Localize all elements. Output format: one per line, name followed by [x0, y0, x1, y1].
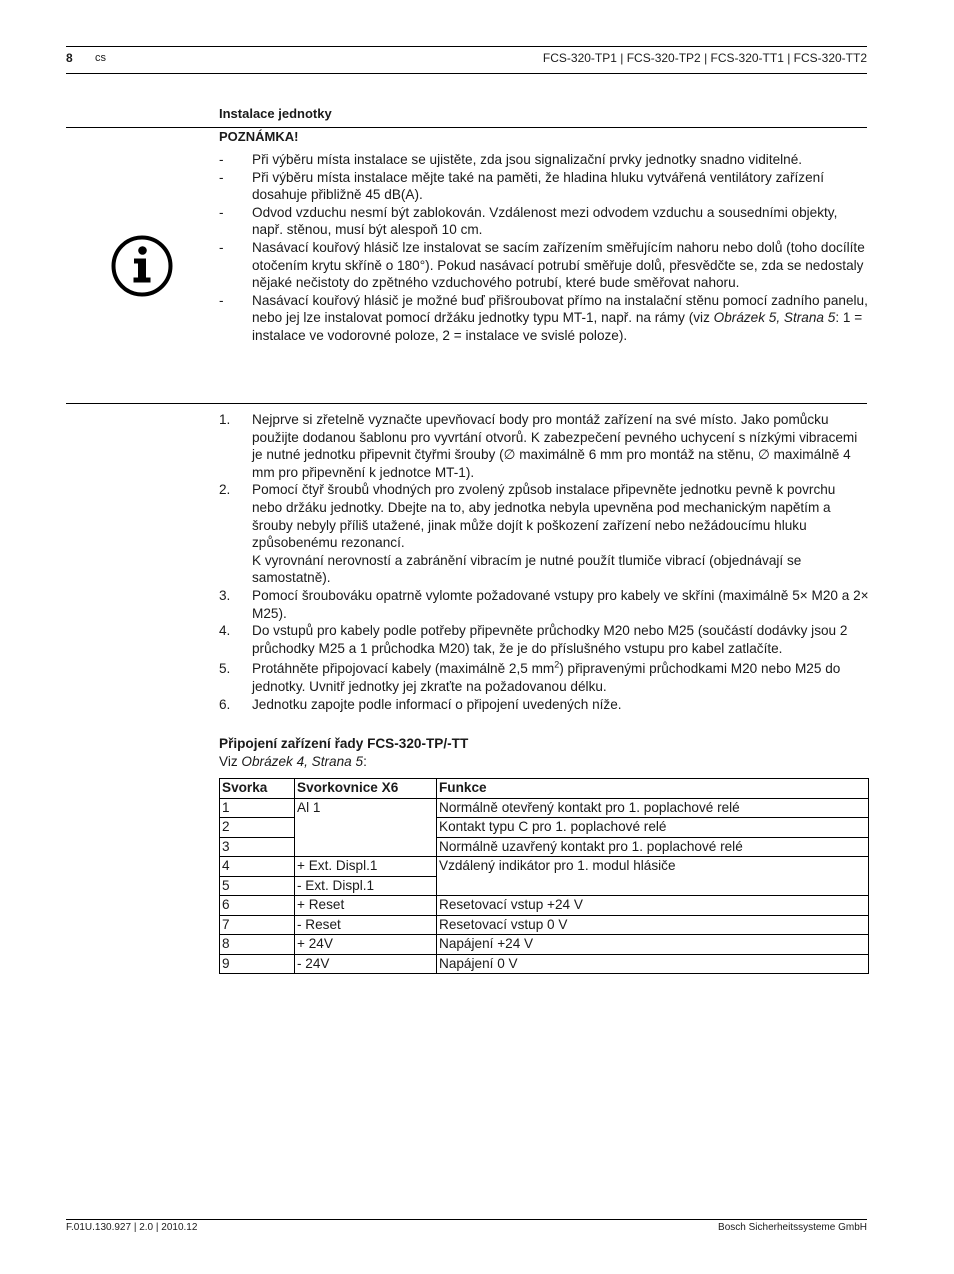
step-number: 4. — [219, 623, 231, 639]
figure-reference: Obrázek 5, Strana 5 — [713, 310, 836, 326]
table-row — [220, 798, 869, 818]
table-header-row — [220, 779, 869, 799]
reference-prefix: Viz — [219, 754, 242, 769]
list-dash: - — [219, 169, 224, 185]
language-code: cs — [95, 52, 106, 64]
step-number: 5. — [219, 661, 231, 677]
table-cell: Kontakt typu C pro 1. poplachové relé — [437, 818, 869, 838]
table-cell: Napájení +24 V — [437, 935, 869, 955]
step-extra-text: K vyrovnání nerovností a zabránění vibracím je nutné použít tlumiče vibrací (objednávají se samostatně). — [252, 552, 802, 586]
connections-reference — [219, 754, 367, 769]
table-cell: - Reset — [295, 915, 437, 935]
footer-rule — [66, 1219, 867, 1220]
table-cell: Resetovací vstup 0 V — [437, 915, 869, 935]
note-item — [219, 151, 869, 169]
table-row — [220, 954, 869, 974]
table-cell: Normálně uzavřený kontakt pro 1. poplachové relé — [437, 837, 869, 857]
note-item — [219, 169, 869, 204]
figure-reference: Obrázek 4, Strana 5 — [241, 754, 364, 769]
step-text-part: ) připravenými průchodkami M20 nebo M25 do jednotky. Uvnitř jednotky jej zkraťte na požadovanou délku. — [252, 661, 841, 694]
step-number: 3. — [219, 587, 231, 603]
step-number: 6. — [219, 696, 231, 712]
note-item-text: Odvod vzduchu nesmí být zablokován. Vzdálenost mezi odvodem vzduchu a sousedními objekty, např. stěnou, musí být alespoň 10 cm. — [252, 204, 838, 238]
step-text: Jednotku zapojte podle informací o připojení uvedených níže. — [252, 696, 622, 712]
section-title: Instalace jednotky — [219, 106, 332, 121]
table-cell: 3 — [220, 837, 295, 857]
note-list — [219, 151, 869, 345]
terminal-table — [219, 778, 869, 974]
table-cell: 5 — [220, 876, 295, 896]
table-cell: Napájení 0 V — [437, 954, 869, 974]
note-item — [219, 204, 869, 239]
column-header: Funkce — [437, 779, 869, 799]
table-cell: + 24V — [295, 935, 437, 955]
table-cell: Al 1 — [295, 798, 437, 857]
table-cell: 7 — [220, 915, 295, 935]
table-cell: 8 — [220, 935, 295, 955]
footer-company: Bosch Sicherheitssysteme GmbH — [718, 1222, 867, 1233]
step-item — [219, 587, 869, 622]
footer-doc-number: F.01U.130.927 | 2.0 | 2010.12 — [66, 1222, 198, 1233]
table-row — [220, 935, 869, 955]
info-icon — [111, 235, 173, 297]
table-cell: Resetovací vstup +24 V — [437, 896, 869, 916]
step-item — [219, 411, 869, 481]
list-dash: - — [219, 239, 224, 255]
table-row — [220, 915, 869, 935]
table-cell: + Reset — [295, 896, 437, 916]
step-item — [219, 622, 869, 657]
note-item-text: Při výběru místa instalace se ujistěte, zda jsou signalizační prvky jednotky snadno viditelné. — [252, 152, 803, 167]
step-text: Nejprve si zřetelně vyznačte upevňovací body pro montáž zařízení na své místo. Jako pomůcku použijte dodanou šablonu pro vyvrtání otvorů. K zabezpečení pevného uchycení s nízkými vibracemi je nutné jednotku připevnit čtyřmi šrouby (∅ maximálně 6 mm pro montáž na stěnu, ∅ maximálně 4 mm pro připevnění k jednotce MT-1). — [252, 412, 858, 480]
step-text-part: Protáhněte připojovací kabely (maximálně 2,5 mm — [252, 661, 555, 677]
table-cell: - Ext. Displ.1 — [295, 876, 437, 896]
note-item-text — [252, 292, 869, 345]
step-text: Pomocí šroubováku opatrně vylomte požadované vstupy pro kabely ve skříni (maximálně 5× M20 a 2× M25). — [252, 587, 869, 621]
note-item — [219, 292, 869, 345]
note-item-text-part: Nasávací kouřový hlásič je možné buď přišroubovat přímo na instalační stěnu pomocí zadního panelu, nebo jej lze instalovat pomocí držáku jednotky typu MT-1, např. na rámy (viz — [252, 292, 868, 326]
note-item-text: Nasávací kouřový hlásič lze instalovat se sacím zařízením směřujícím nahoru nebo dolů (toho docílíte otočením krytu skříně o 180°). Pokud nasávací potrubí směřuje dolů, přesvědčte se, zda se nedostaly nějaké nečistoty do zpětného vzduchového potrubí, které bude směřovat nahoru. — [252, 239, 865, 291]
note-top-rule — [66, 127, 867, 128]
table-cell: 4 — [220, 857, 295, 877]
table-cell: - 24V — [295, 954, 437, 974]
connections-title: Připojení zařízení řady FCS-320-TP/-TT — [219, 736, 469, 751]
table-row — [220, 857, 869, 877]
list-dash: - — [219, 204, 224, 220]
table-cell: Vzdálený indikátor pro 1. modul hlásiče — [437, 857, 869, 896]
header-top-rule — [66, 46, 867, 47]
header-bottom-rule — [66, 73, 867, 74]
step-text: Pomocí čtyř šroubů vhodných pro zvolený způsob instalace připevněte jednotku pevně k povrchu nebo držáku jednotky. Dbejte na to, aby jednotka nebyla upevněna pod mechanickým napětím a šrouby nebyly příliš utažené, jinak může dojít k poškození zařízení nebo nežádoucímu hluku způsobenému rezonancí. — [252, 482, 836, 551]
table-cell: 1 — [220, 798, 295, 818]
installation-steps — [219, 411, 869, 713]
step-number: 1. — [219, 412, 231, 427]
reference-suffix: : — [363, 754, 367, 769]
note-label: POZNÁMKA! — [219, 129, 299, 144]
table-cell: 9 — [220, 954, 295, 974]
step-text — [252, 660, 869, 695]
table-cell: 6 — [220, 896, 295, 916]
column-header: Svorkovnice X6 — [295, 779, 437, 799]
table-cell: 2 — [220, 818, 295, 838]
step-number: 2. — [219, 482, 231, 498]
note-bottom-rule — [66, 403, 867, 404]
table-cell: + Ext. Displ.1 — [295, 857, 437, 877]
list-dash: - — [219, 152, 224, 167]
step-item — [219, 660, 869, 695]
page-number: 8 — [66, 51, 73, 65]
note-item — [219, 239, 869, 292]
list-dash: - — [219, 292, 224, 308]
note-item-text-part: : 1 = instalace ve vodorovné poloze, 2 = instalace ve svislé poloze). — [252, 310, 863, 343]
document-title: FCS-320-TP1 | FCS-320-TP2 | FCS-320-TT1 | FCS-320-TT2 — [542, 51, 867, 65]
step-item — [219, 481, 869, 587]
table-cell: Normálně otevřený kontakt pro 1. poplachové relé — [437, 798, 869, 818]
table-row — [220, 896, 869, 916]
note-item-text: Při výběru místa instalace mějte také na paměti, že hladina hluku vytvářená ventilátory zařízení dosahuje přibližně 45 dB(A). — [252, 169, 824, 203]
column-header: Svorka — [220, 779, 295, 799]
superscript: 2 — [554, 659, 560, 670]
step-item — [219, 696, 869, 714]
step-text: Do vstupů pro kabely podle potřeby připevněte průchodky M20 nebo M25 (součástí dodávky jsou 2 průchodky M25 a 1 průchodka M20) tak, že je do příslušného vstupu pro kabel zatlačíte. — [252, 623, 848, 656]
